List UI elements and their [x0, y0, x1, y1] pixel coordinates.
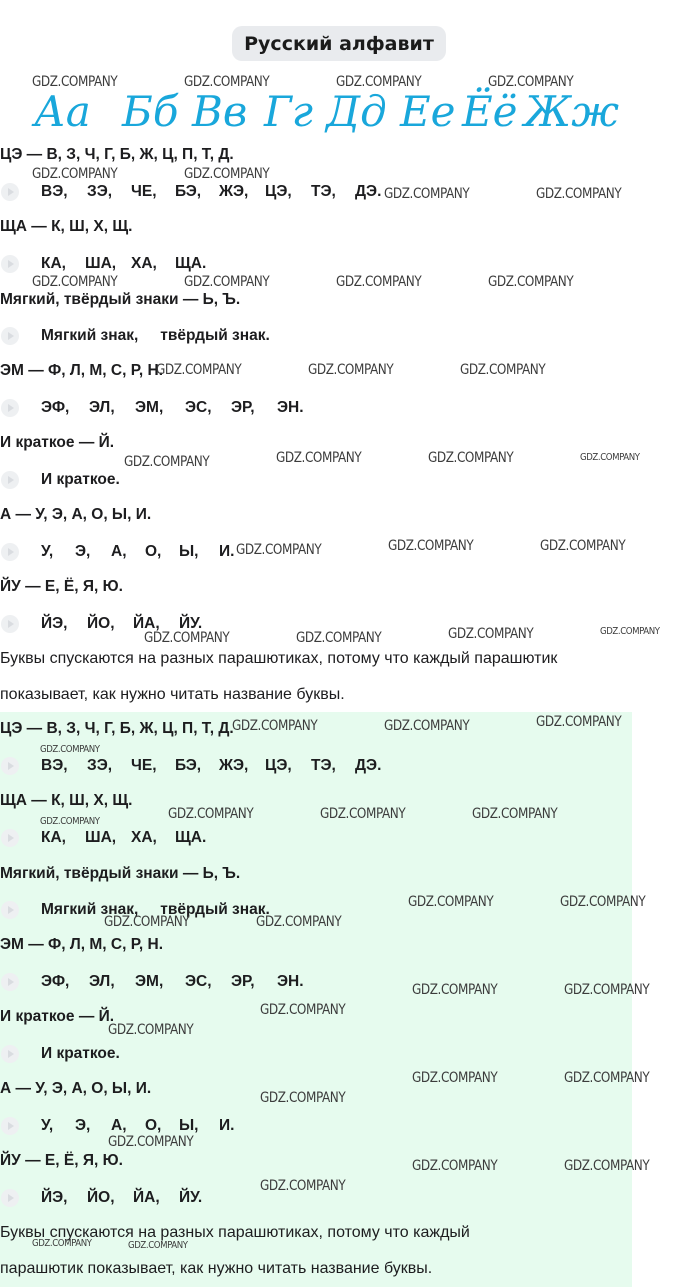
rule-em: ЭМ — Ф, Л, М, С, Р, Н. — [0, 362, 164, 379]
watermark: GDZ.COMPANY — [472, 806, 558, 822]
rule-signs: Мягкий, твёрдый знаки — Ь, Ъ. — [0, 865, 241, 882]
watermark: GDZ.COMPANY — [296, 630, 382, 646]
watermark: GDZ.COMPANY — [600, 626, 660, 637]
watermark: GDZ.COMPANY — [260, 1178, 346, 1194]
watermark: GDZ.COMPANY — [412, 982, 498, 998]
explanation-line: парашютик показывает, как нужно читать название буквы. — [0, 1260, 433, 1277]
watermark: GDZ.COMPANY — [108, 1022, 194, 1038]
play-icon[interactable] — [1, 901, 19, 919]
watermark: GDZ.COMPANY — [32, 74, 118, 90]
watermark: GDZ.COMPANY — [384, 186, 470, 202]
explanation-line: Буквы спускаются на разных парашютиках, потому что каждый — [0, 1224, 470, 1241]
play-icon[interactable] — [1, 757, 19, 775]
audio-row-a — [0, 534, 239, 570]
watermark: GDZ.COMPANY — [256, 914, 342, 930]
watermark: GDZ.COMPANY — [336, 74, 422, 90]
watermark: GDZ.COMPANY — [144, 630, 230, 646]
watermark: GDZ.COMPANY — [488, 74, 574, 90]
rule-shcha: ЩА — К, Ш, Х, Щ. — [0, 792, 133, 809]
audio-row-em — [0, 390, 317, 426]
watermark: GDZ.COMPANY — [448, 626, 534, 642]
watermark: GDZ.COMPANY — [564, 1070, 650, 1086]
watermark: GDZ.COMPANY — [156, 362, 242, 378]
play-icon[interactable] — [1, 399, 19, 417]
watermark: GDZ.COMPANY — [104, 914, 190, 930]
watermark: GDZ.COMPANY — [236, 542, 322, 558]
watermark: GDZ.COMPANY — [564, 1158, 650, 1174]
watermark: GDZ.COMPANY — [536, 714, 622, 730]
watermark: GDZ.COMPANY — [412, 1158, 498, 1174]
watermark: GDZ.COMPANY — [308, 362, 394, 378]
rule-yu: ЙУ — Е, Ё, Я, Ю. — [0, 578, 123, 595]
cursive-letter-pair: Дд — [326, 87, 387, 136]
watermark: GDZ.COMPANY — [184, 274, 270, 290]
audio-row-yu — [0, 1180, 219, 1216]
letter-names: КА, ША, ХА, ЩА. — [41, 255, 207, 272]
play-icon[interactable] — [1, 183, 19, 201]
explanation-line: Буквы спускаются на разных парашютиках, потому что каждый парашютик — [0, 650, 558, 667]
watermark: GDZ.COMPANY — [320, 806, 406, 822]
sign-names: Мягкий знак, твёрдый знак. — [41, 327, 270, 344]
play-icon[interactable] — [1, 327, 19, 345]
rule-i-kratkoe: И краткое — Й. — [0, 1008, 115, 1025]
cursive-letter-pair: Вв — [192, 87, 248, 136]
letter-names: У, Э, А, О, Ы, И. — [41, 1117, 235, 1134]
watermark: GDZ.COMPANY — [540, 538, 626, 554]
watermark: GDZ.COMPANY — [580, 452, 640, 463]
watermark: GDZ.COMPANY — [560, 894, 646, 910]
i-phrase: И краткое. — [41, 1045, 120, 1062]
letter-names: КА, ША, ХА, ЩА. — [41, 829, 207, 846]
watermark: GDZ.COMPANY — [388, 538, 474, 554]
watermark: GDZ.COMPANY — [412, 1070, 498, 1086]
letter-names: ЙЭ, ЙО, ЙА, ЙУ. — [41, 1189, 203, 1206]
rule-tse: ЦЭ — В, З, Ч, Г, Б, Ж, Ц, П, Т, Д. — [0, 720, 234, 737]
watermark: GDZ.COMPANY — [260, 1002, 346, 1018]
rule-yu: ЙУ — Е, Ё, Я, Ю. — [0, 1152, 123, 1169]
letter-names: ВЭ, ЗЭ, ЧЕ, БЭ, ЖЭ, ЦЭ, ТЭ, ДЭ. — [41, 183, 382, 200]
watermark: GDZ.COMPANY — [460, 362, 546, 378]
watermark: GDZ.COMPANY — [408, 894, 494, 910]
cursive-letter-pair: Ее — [400, 87, 456, 136]
watermark: GDZ.COMPANY — [428, 450, 514, 466]
play-icon[interactable] — [1, 973, 19, 991]
watermark: GDZ.COMPANY — [184, 166, 270, 182]
watermark: GDZ.COMPANY — [564, 982, 650, 998]
play-icon[interactable] — [1, 543, 19, 561]
watermark: GDZ.COMPANY — [184, 74, 270, 90]
cursive-letter-pair: Аа — [34, 87, 91, 136]
play-icon[interactable] — [1, 471, 19, 489]
audio-row-shcha — [0, 820, 219, 856]
cursive-letter-pair: Бб — [122, 87, 179, 136]
play-icon[interactable] — [1, 1189, 19, 1207]
letter-names: ЙЭ, ЙО, ЙА, ЙУ. — [41, 615, 203, 632]
audio-row-signs — [0, 318, 270, 354]
watermark: GDZ.COMPANY — [536, 186, 622, 202]
rule-shcha: ЩА — К, Ш, Х, Щ. — [0, 218, 133, 235]
sign-names: Мягкий знак, твёрдый знак. — [41, 901, 270, 918]
letter-names: ЭФ, ЭЛ, ЭМ, ЭС, ЭР, ЭН. — [41, 399, 304, 416]
page-title: Русский алфавит — [232, 26, 446, 61]
rule-i-kratkoe: И краткое — Й. — [0, 434, 115, 451]
play-icon[interactable] — [1, 255, 19, 273]
watermark: GDZ.COMPANY — [336, 274, 422, 290]
watermark: GDZ.COMPANY — [168, 806, 254, 822]
letter-names: ВЭ, ЗЭ, ЧЕ, БЭ, ЖЭ, ЦЭ, ТЭ, ДЭ. — [41, 757, 382, 774]
play-icon[interactable] — [1, 615, 19, 633]
letter-names: ЭФ, ЭЛ, ЭМ, ЭС, ЭР, ЭН. — [41, 973, 304, 990]
play-icon[interactable] — [1, 829, 19, 847]
play-icon[interactable] — [1, 1045, 19, 1063]
cursive-letter-pair: Гг — [264, 87, 314, 136]
audio-row-em — [0, 964, 317, 1000]
watermark: GDZ.COMPANY — [488, 274, 574, 290]
i-phrase: И краткое. — [41, 471, 120, 488]
cursive-letter-pair: Жж — [524, 87, 619, 136]
watermark: GDZ.COMPANY — [32, 1238, 92, 1249]
watermark: GDZ.COMPANY — [232, 718, 318, 734]
rule-a: А — У, Э, А, О, Ы, И. — [0, 1080, 152, 1097]
cursive-letter-pair: Ёё — [462, 87, 518, 136]
watermark: GDZ.COMPANY — [40, 744, 100, 755]
watermark: GDZ.COMPANY — [276, 450, 362, 466]
rule-a: А — У, Э, А, О, Ы, И. — [0, 506, 152, 523]
watermark: GDZ.COMPANY — [32, 274, 118, 290]
watermark: GDZ.COMPANY — [384, 718, 470, 734]
watermark: GDZ.COMPANY — [260, 1090, 346, 1106]
watermark: GDZ.COMPANY — [40, 816, 100, 827]
letter-names: У, Э, А, О, Ы, И. — [41, 543, 235, 560]
watermark: GDZ.COMPANY — [108, 1134, 194, 1150]
cursive-alphabet — [0, 82, 680, 142]
explanation-line: показывает, как нужно читать название буквы. — [0, 686, 345, 703]
audio-row-i — [0, 462, 120, 498]
watermark: GDZ.COMPANY — [128, 1240, 188, 1251]
rule-signs: Мягкий, твёрдый знаки — Ь, Ъ. — [0, 291, 241, 308]
watermark: GDZ.COMPANY — [124, 454, 210, 470]
audio-row-i — [0, 1036, 120, 1072]
rule-tse: ЦЭ — В, З, Ч, Г, Б, Ж, Ц, П, Т, Д. — [0, 146, 234, 163]
rule-em: ЭМ — Ф, Л, М, С, Р, Н. — [0, 936, 164, 953]
watermark: GDZ.COMPANY — [32, 166, 118, 182]
play-icon[interactable] — [1, 1117, 19, 1135]
